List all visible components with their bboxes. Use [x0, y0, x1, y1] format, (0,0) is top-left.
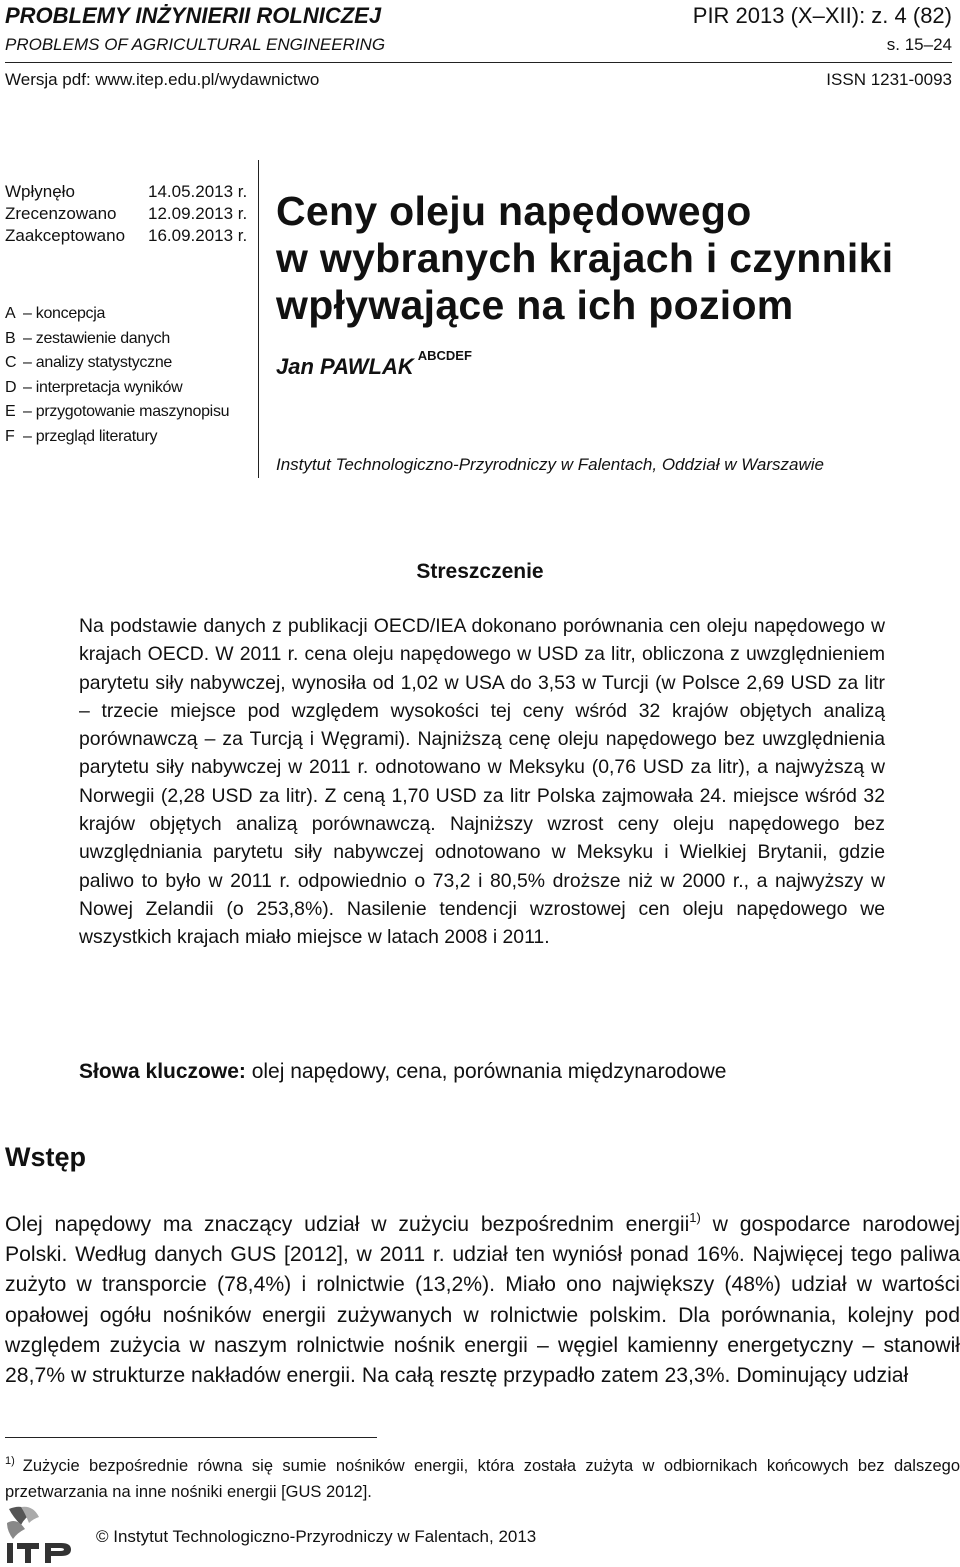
intro-paragraph: Olej napędowy ma znaczący udział w zużyciu bezpośrednim energii$^{1)}$ w gospodarce narodowej Polski. Według danych GUS [2012], w 2011 r. udział ten wyniósł ponad 16%. Najwięcej tego paliwa zużyto w transporcie (78,4%) i rolnictwie (13,2%). Miało ono największy (48%) udział w wartości opałowej ogółu nośników energii zużywanych w rolnictwie polskim. Dla porównania, kolejny pod względem zużycia w naszym rolnictwie nośnik energii – węgiel kamienny energetyczny – stanowił 28,7% w strukturze nakładów energii. Na całą resztę przypadło zatem 23,3%. Dominujący udział [5, 1210, 960, 1388]
date-label: Zaakceptowano [5, 226, 126, 245]
author [276, 348, 472, 380]
date-row [5, 225, 247, 247]
date-row [5, 203, 247, 225]
footnote-mark: 1) [5, 1455, 15, 1467]
website-link[interactable]: Wersja pdf: www.itep.edu.pl/wydawnictwo [5, 70, 320, 89]
journal-title-en: PROBLEMS OF AGRICULTURAL ENGINEERING [5, 35, 386, 54]
author-roles: ABCDEF [417, 348, 472, 363]
journal-title-pl: PROBLEMY INŻYNIERII ROLNICZEJ [5, 3, 382, 28]
section-heading: Wstęp [5, 1142, 86, 1172]
sidebar-divider [258, 160, 259, 478]
affiliation: Instytut Technologiczno-Przyrodniczy w Falentach, Oddział w Warszawie [276, 455, 825, 474]
date-label: Wpłynęło [5, 182, 75, 201]
role-item: E – przygotowanie maszynopisu [5, 403, 230, 420]
footnote-text: Zużycie bezpośrednie równa się sumie nośników energii, która została zużyta w odbiornikach końcowych bez dalszego przetwarzania na inne nośniki energii [GUS 2012]. [5, 1457, 960, 1501]
author-name: Jan PAWLAK [276, 354, 414, 379]
date-value: 12.09.2013 r. [148, 204, 248, 223]
role-item: A – koncepcja [5, 305, 106, 322]
keywords-text: olej napędowy, cena, porównania międzynarodowe [245, 1060, 727, 1083]
keywords [79, 1060, 726, 1084]
role-item: B – zestawienie danych [5, 329, 170, 347]
abstract-text: Na podstawie danych z publikacji OECD/IEA dokonano porównania cen oleju napędowego w krajach OECD. W 2011 r. cena oleju napędowego w USD za litr, obliczona z uwzględnieniem parytetu siły nabywczej, wynosiła od 1,02 w USA do 3,53 w Turcji (w Polsce 2,69 USD za litr – trzecie miejsce pod względem wysokości tej ceny wśród 32 krajów objętych analizą porównawczą – za Turcją i Węgrami). Najniższą cenę oleju napędowego bez uwzględnienia parytetu siły nabywczej w 2011 r. odnotowano w Meksyku (0,76 USD za litr), a najwyższą w Norwegii (2,28 USD za litr). Z ceną 1,70 USD za litr Polska zajmowała 24. miejsce wśród 32 krajów objętych analizą porównawczą. Najniższy wzrost ceny oleju napędowego bez uwzględniania parytetu siły nabywczej odnotowano w Meksyku i Wielkiej Brytanii, gdzie paliwo to było w 2011 r. odpowiednio o 73,2 i 80,5% droższe niż w 2000 r., a najwyższy w Nowej Zelandii (o 253,8%). Nasilenie tendencji wzrostowej cen oleju napędowego we wszystkich krajach miało miejsce w latach 2008 i 2011. [79, 615, 885, 949]
article-title [276, 188, 893, 329]
footnote [5, 1448, 960, 1505]
title-line: wpływające na ich poziom [276, 282, 794, 328]
date-value: 14.05.2013 r. [148, 182, 248, 201]
date-row [5, 181, 247, 203]
footnote-divider [5, 1437, 377, 1438]
issn: ISSN 1231-0093 [826, 70, 952, 89]
footnote-ref[interactable]: 1) [689, 1210, 701, 1225]
contribution-roles [5, 302, 229, 449]
date-value: 16.09.2013 r. [148, 226, 248, 245]
submission-dates [5, 181, 247, 247]
date-label: Zrecenzowano [5, 204, 117, 223]
itp-logo-icon [3, 1503, 88, 1565]
role-item: C – analizy statystyczne [5, 354, 173, 371]
copyright: © Instytut Technologiczno-Przyrodniczy w Falentach, 2013 [96, 1527, 537, 1546]
title-line: Ceny oleju napędowego [276, 188, 752, 234]
title-line: w wybranych krajach i czynniki [276, 235, 894, 281]
role-item: F – przegląd literatury [5, 427, 158, 445]
page-range: s. 15–24 [886, 35, 952, 54]
keywords-label: Słowa kluczowe: [79, 1060, 246, 1083]
header-divider [5, 62, 952, 63]
issue-info: PIR 2013 (X–XII): z. 4 (82) [692, 3, 952, 28]
abstract-heading: Streszczenie [416, 560, 544, 583]
role-item: D – interpretacja wyników [5, 378, 183, 396]
